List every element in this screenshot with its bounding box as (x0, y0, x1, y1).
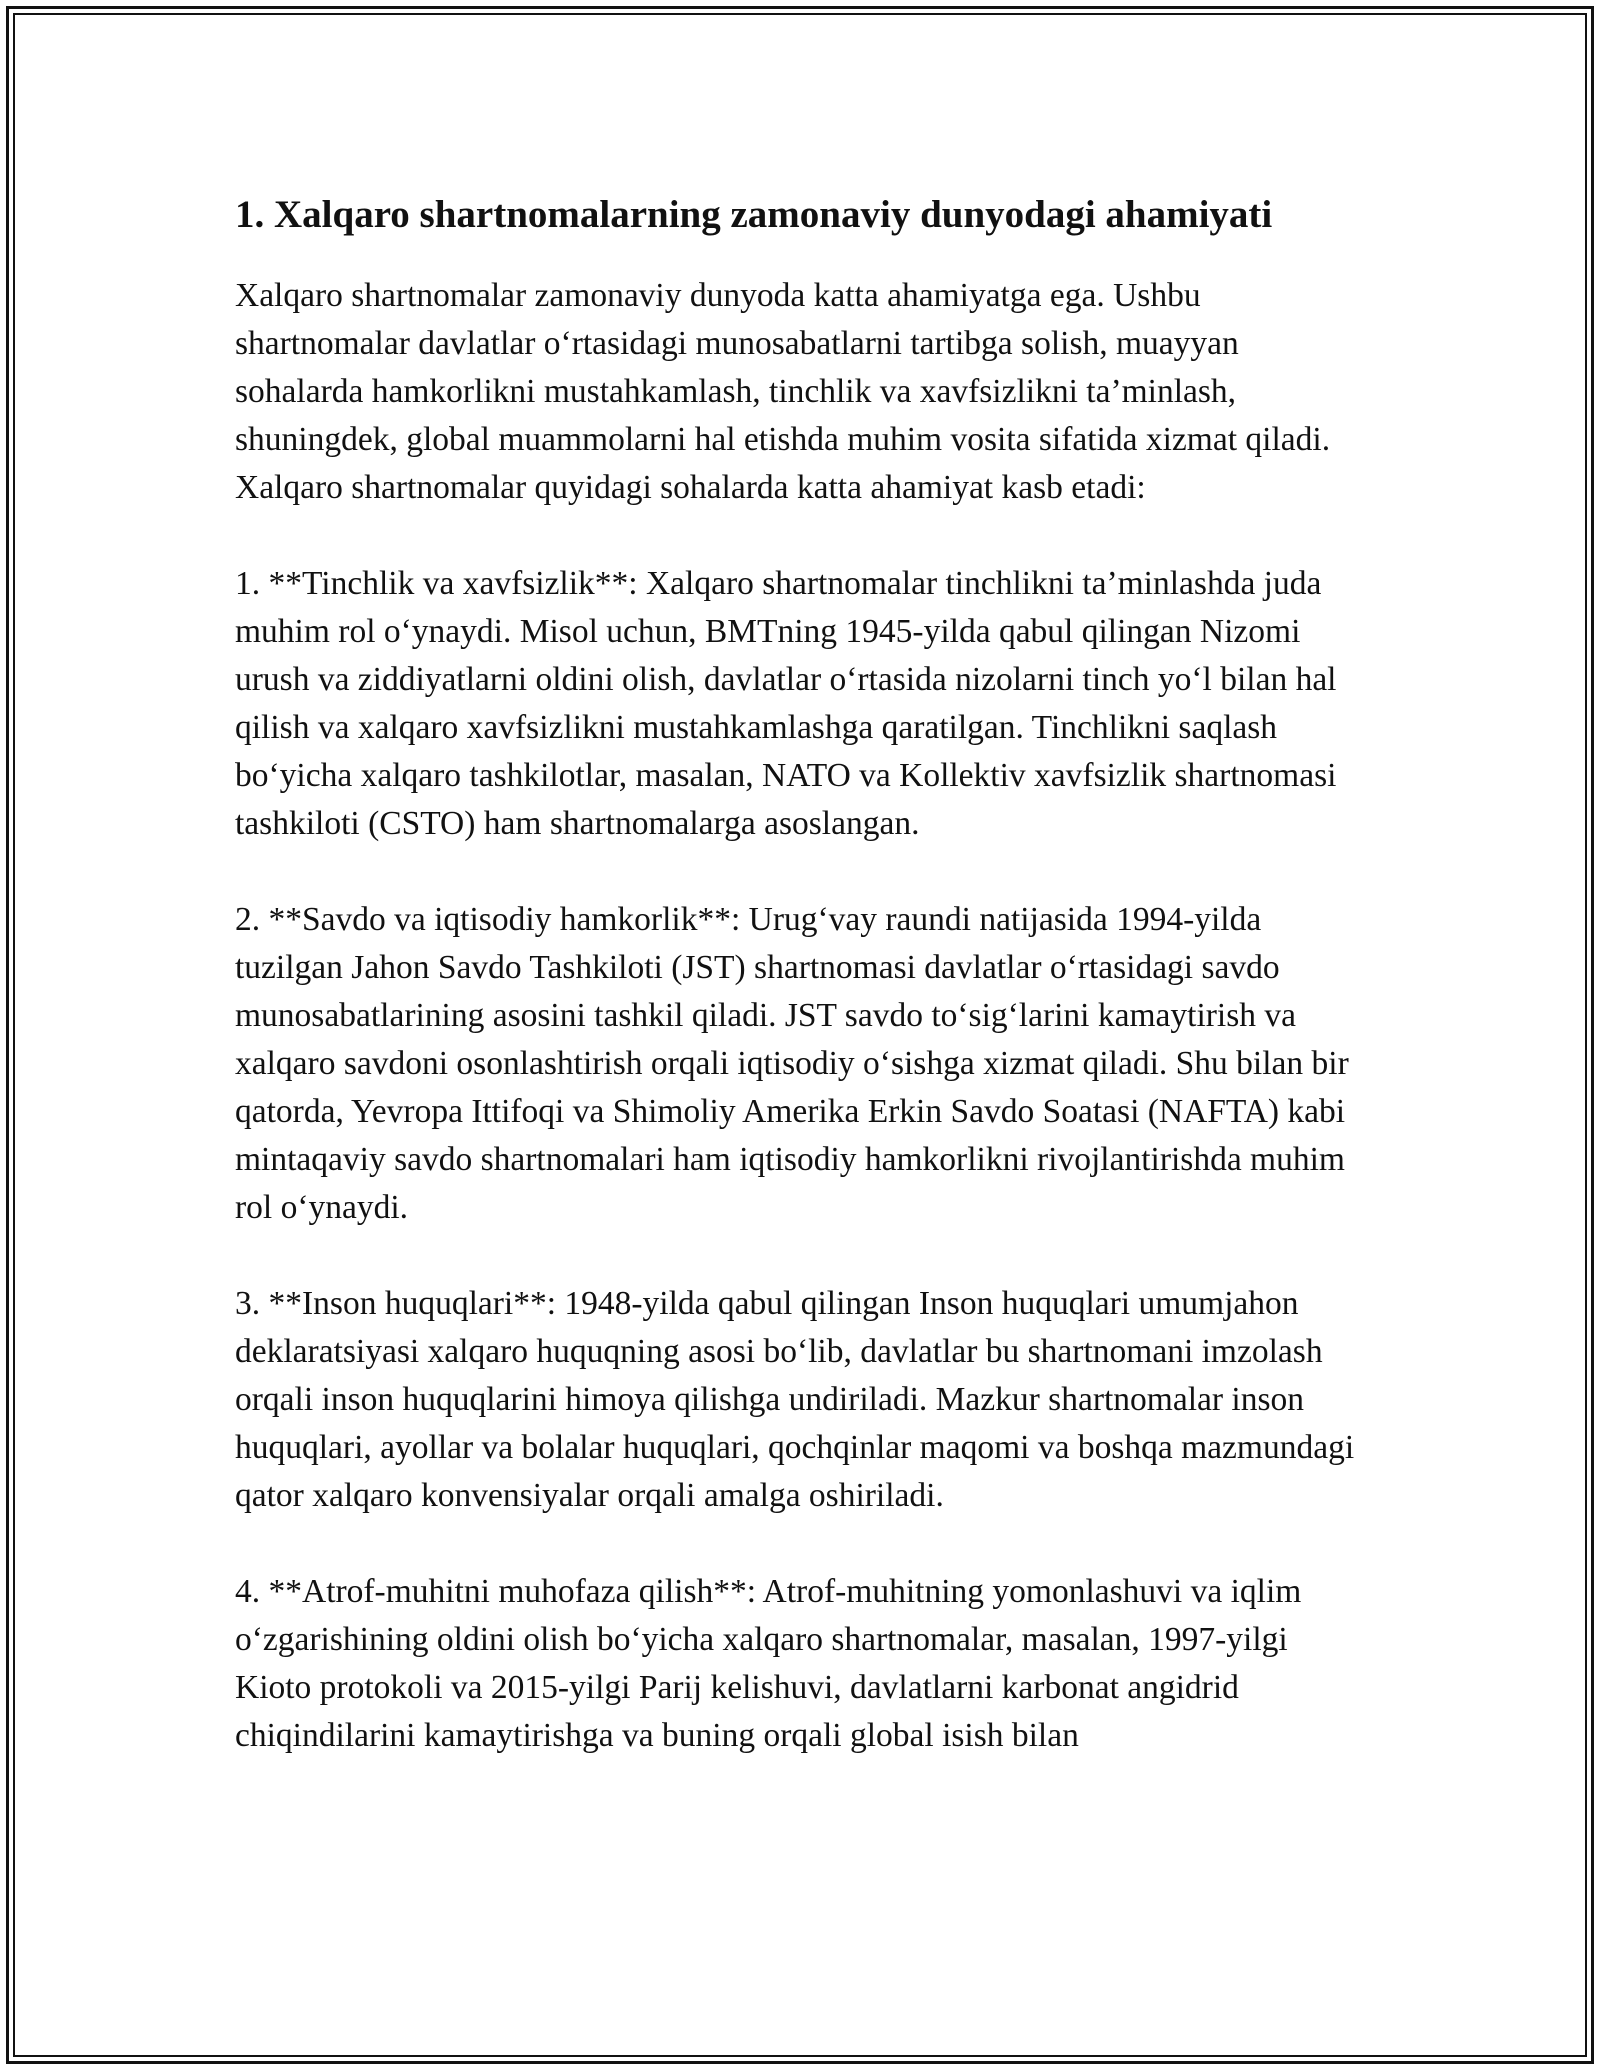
paragraph-trade-economy: 2. **Savdo va iqtisodiy hamkorlik**: Urug‘vay raundi natijasida 1994-yilda tuzilgan Jahon Savdo Tashkiloti (JST) shartnomasi davlatlar o‘rtasidagi savdo munosabatlarining asosini tashkil qiladi. JST savdo to‘sig‘larini kamaytirish va xalqaro savdoni osonlashtirish orqali iqtisodiy o‘sishga xizmat qiladi. Shu bilan bir qatorda, Yevropa Ittifoqi va Shimoliy Amerika Erkin Savdo Soatasi (NAFTA) kabi mintaqaviy savdo shartnomalari ham iqtisodiy hamkorlikni rivojlantirishda muhim rol o‘ynaydi. (235, 901, 1349, 1226)
intro-paragraph: Xalqaro shartnomalar zamonaviy dunyoda katta ahamiyatga ega. Ushbu shartnomalar davlatlar o‘rtasidagi munosabatlarni tartibga solish, muayyan sohalarda hamkorlikni mustahkamlash, tinchlik va xavfsizlikni ta’minlash, shuningdek, global muammolarni hal etishda muhim vosita sifatida xizmat qiladi. Xalqaro shartnomalar quyidagi sohalarda katta ahamiyat kasb etadi: (235, 277, 1331, 506)
section-heading: 1. Xalqaro shartnomalarning zamonaviy dunyodagi ahamiyati (235, 193, 1273, 236)
paragraph-environment: 4. **Atrof-muhitni muhofaza qilish**: Atrof-muhitning yomonlashuvi va iqlim o‘zgarishining oldini olish bo‘yicha xalqaro shartnomalar, masalan, 1997-yilgi Kioto protokoli va 2015-yilgi Parij kelishuvi, davlatlarni karbonat angidrid chiqindilarini kamaytirishga va buning orqali global isish bilan (235, 1573, 1302, 1754)
paragraph-human-rights: 3. **Inson huquqlari**: 1948-yilda qabul qilingan Inson huquqlari umumjahon deklaratsiyasi xalqaro huquqning asosi bo‘lib, davlatlar bu shartnomani imzolash orqali inson huquqlarini himoya qilishga undiriladi. Mazkur shartnomalar inson huquqlari, ayollar va bolalar huquqlari, qochqinlar maqomi va boshqa mazmundagi qator xalqaro konvensiyalar orqali amalga oshiriladi. (235, 1285, 1355, 1514)
paragraph-peace-security: 1. **Tinchlik va xavfsizlik**: Xalqaro shartnomalar tinchlikni ta’minlashda juda muhim rol o‘ynaydi. Misol uchun, BMTning 1945-yilda qabul qilingan Nizomi urush va ziddiyatlarni oldini olish, davlatlar o‘rtasida nizolarni tinch yo‘l bilan hal qilish va xalqaro xavfsizlikni mustahkamlashga qaratilgan. Tinchlikni saqlash bo‘yicha xalqaro tashkilotlar, masalan, NATO va Kollektiv xavfsizlik shartnomasi tashkiloti (CSTO) ham shartnomalarga asoslangan. (235, 565, 1337, 842)
document-body (235, 190, 1370, 1808)
